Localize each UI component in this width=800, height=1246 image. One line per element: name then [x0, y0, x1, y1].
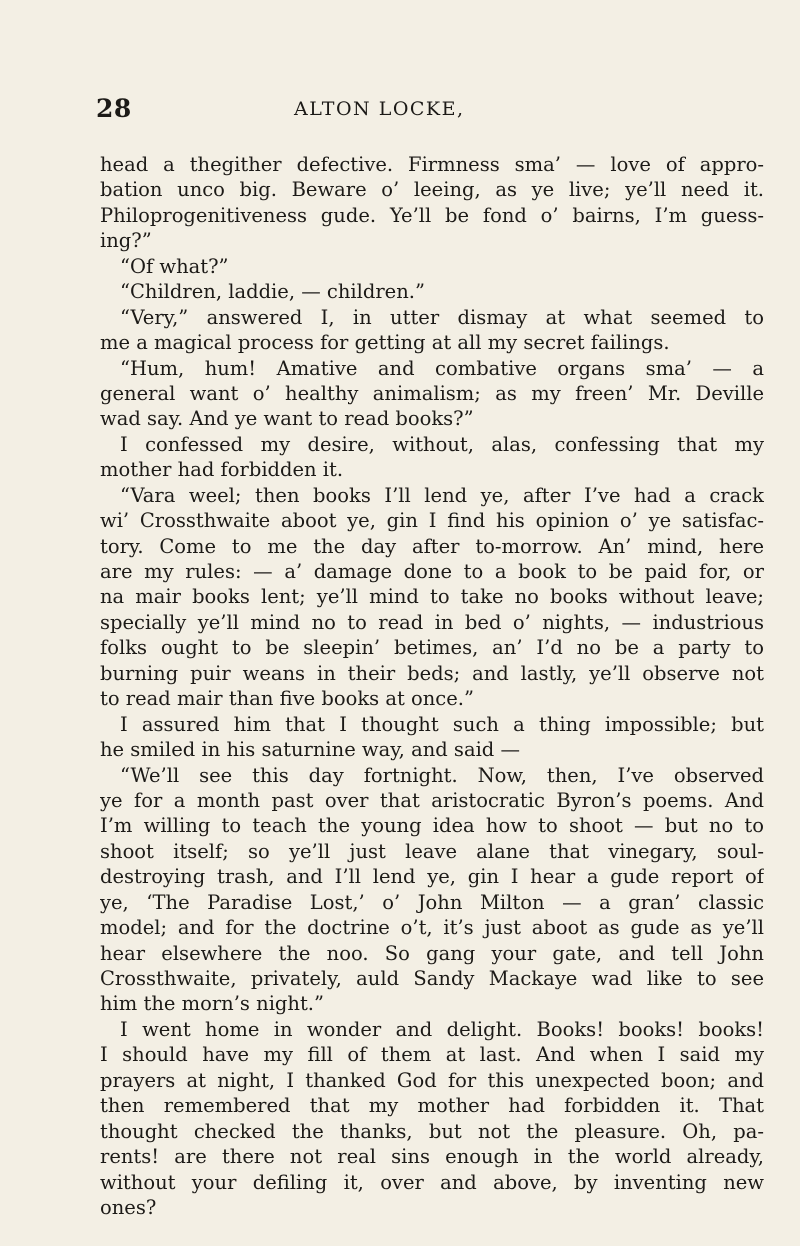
text-line: wi’ Crossthwaite aboot ye, gin I find his opinion o’ ye satisfac-	[100, 509, 764, 533]
text-line: “Vara weel; then books I’ll lend ye, after I’ve had a crack	[120, 483, 764, 507]
text-line: prayers at night, I thanked God for this unexpected boon; and	[100, 1068, 764, 1092]
text-line: without your defiling it, over and above, by inventing new	[100, 1170, 764, 1194]
text-line: to read mair than five books at once.”	[100, 687, 474, 711]
text-line: ye, ‘The Paradise Lost,’ o’ John Milton — a gran’ classic	[100, 890, 764, 914]
text-line: I confessed my desire, without, alas, confessing that my	[120, 432, 764, 456]
text-line: “Hum, hum! Amative and combative organs sma’ — a	[120, 356, 764, 380]
text-line: folks ought to be sleepin’ betimes, an’ I’d no be a party to	[100, 636, 764, 660]
text-line: then remembered that my mother had forbidden it. That	[100, 1094, 764, 1118]
text-line: ing?”	[100, 229, 152, 253]
page-header	[96, 94, 736, 124]
page-number: 28	[96, 94, 132, 123]
text-line: he smiled in his saturnine way, and said —	[100, 738, 520, 762]
text-line: I should have my fill of them at last. And when I said my	[100, 1043, 764, 1067]
text-line: thought checked the thanks, but not the pleasure. Oh, pa-	[100, 1119, 764, 1143]
text-line: na mair books lent; ye’ll mind to take no books without leave;	[100, 585, 764, 609]
text-line: Crossthwaite, privately, auld Sandy Mackaye wad like to see	[100, 967, 764, 990]
text-line: I went home in wonder and delight. Books! books! books!	[120, 1017, 764, 1041]
running-title: ALTON LOCKE,	[294, 98, 465, 120]
text-line: “Of what?”	[120, 254, 229, 278]
text-line: Philoprogenitiveness gude. Ye’ll be fond o’ bairns, I’m guess-	[100, 203, 764, 227]
text-line: specially ye’ll mind no to read in bed o’ nights, — industrious	[100, 610, 764, 634]
text-line: I’m willing to teach the young idea how to shoot — but no to	[100, 814, 764, 838]
text-line: head a thegither defective. Firmness sma’ — love of appro-	[100, 153, 764, 176]
text-line: destroying trash, and I’ll lend ye, gin I hear a gude report of	[100, 865, 764, 889]
text-line: me a magical process for getting at all my secret failings.	[100, 331, 670, 355]
text-line: rents! are there not real sins enough in the world already,	[100, 1145, 764, 1169]
text-line: are my rules: — a’ damage done to a book to be paid for, or	[100, 560, 764, 583]
text-line: tory. Come to me the day after to-morrow. An’ mind, here	[100, 534, 764, 558]
text-line: him the morn’s night.”	[100, 992, 324, 1016]
text-line: burning puir weans in their beds; and lastly, ye’ll observe not	[100, 661, 764, 685]
text-line: model; and for the doctrine o’t, it’s just aboot as gude as ye’ll	[100, 916, 764, 940]
text-line: ye for a month past over that aristocratic Byron’s poems. And	[100, 788, 764, 812]
text-line: ones?	[100, 1195, 157, 1219]
text-line: “Very,” answered I, in utter dismay at what seemed to	[120, 305, 764, 329]
text-line: “We’ll see this day fortnight. Now, then, I’ve observed	[120, 763, 764, 787]
text-line: “Children, laddie, — children.”	[120, 280, 425, 304]
text-line: general want o’ healthy animalism; as my freen’ Mr. Deville	[100, 381, 764, 405]
text-line: bation unco big. Beware o’ leeing, as ye live; ye’ll need it.	[100, 178, 764, 202]
text-line: shoot itself; so ye’ll just leave alane that vinegary, soul-	[100, 839, 764, 863]
text-line: wad say. And ye want to read books?”	[100, 407, 474, 431]
text-line: mother had forbidden it.	[100, 458, 344, 482]
text-line: I assured him that I thought such a thing impossible; but	[120, 712, 764, 736]
text-line: hear elsewhere the noo. So gang your gate, and tell John	[100, 941, 764, 965]
body-text	[100, 152, 764, 1220]
